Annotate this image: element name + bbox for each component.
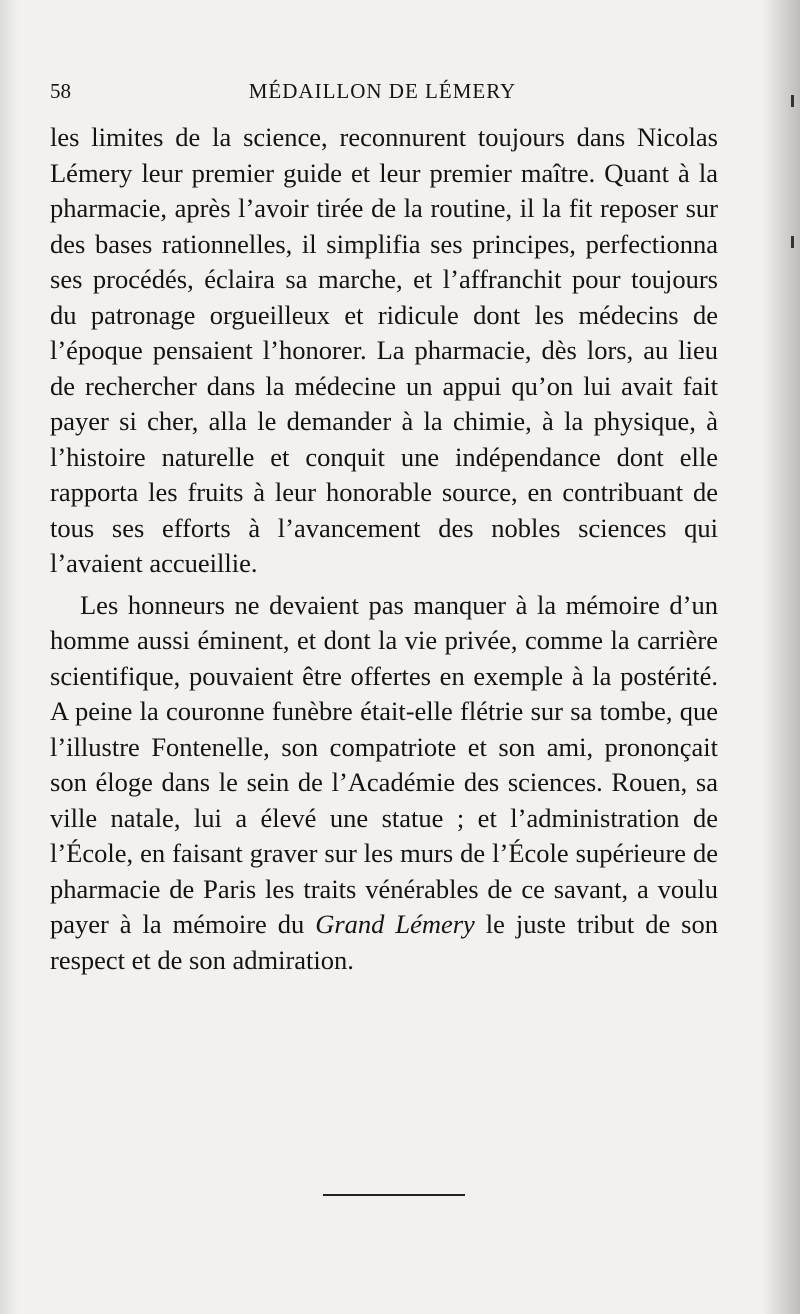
margin-mark xyxy=(791,95,794,107)
running-title: MÉDAILLON DE LÉMERY xyxy=(248,79,517,103)
scan-right-edge xyxy=(762,0,800,1314)
end-rule xyxy=(323,1194,465,1196)
scan-left-edge xyxy=(0,0,18,1314)
page-number: 58 xyxy=(50,79,71,103)
page-header xyxy=(50,76,715,106)
paragraph xyxy=(50,588,718,979)
paragraph-text: Les honneurs ne devaient pas manquer à la mémoire d’un homme aussi éminent, et dont la vie privée, comme la carrière scientifique, pouvaient être offertes en exemple à la postérité. A peine la couronne funèbre était-elle flétrie sur sa tombe, que l’illustre Fontenelle, son compatriote et son ami, prononçait son éloge dans le sein de l’Académie des sciences. Rouen, sa ville natale, lui a élevé une statue ; et l’administration de l’École, en faisant graver sur les murs de l’École supérieure de pharmacie de Paris les traits vénérables de ce savant, a voulu payer à la mémoire du xyxy=(50,589,718,939)
italic-name: Grand Lémery xyxy=(315,909,475,939)
page-body xyxy=(50,120,718,978)
margin-mark xyxy=(791,236,794,248)
paragraph: les limites de la science, reconnurent toujours dans Nicolas Lémery leur premier guide et leur premier maître. Quant à la pharmacie, après l’avoir tirée de la routine, il la fit reposer sur des bases rationnelles, il simplifia ses principes, perfectionna ses procédés, éclaira sa marche, et l’affranchit pour toujours du patronage orgueilleux et ridicule dont les médecins de l’époque pensaient l’honorer. La pharmacie, dès lors, au lieu de rechercher dans la médecine un appui qu’on lui avait fait payer si cher, alla le demander à la chimie, à la physique, à l’histoire naturelle et conquit une indépendance dont elle rapporta les fruits à leur honorable source, en contribuant de tous ses efforts à l’avancement des nobles sciences qui l’avaient accueillie. xyxy=(50,122,718,578)
paragraph-text: le juste tribut de son respect et de son admiration. xyxy=(50,909,718,975)
